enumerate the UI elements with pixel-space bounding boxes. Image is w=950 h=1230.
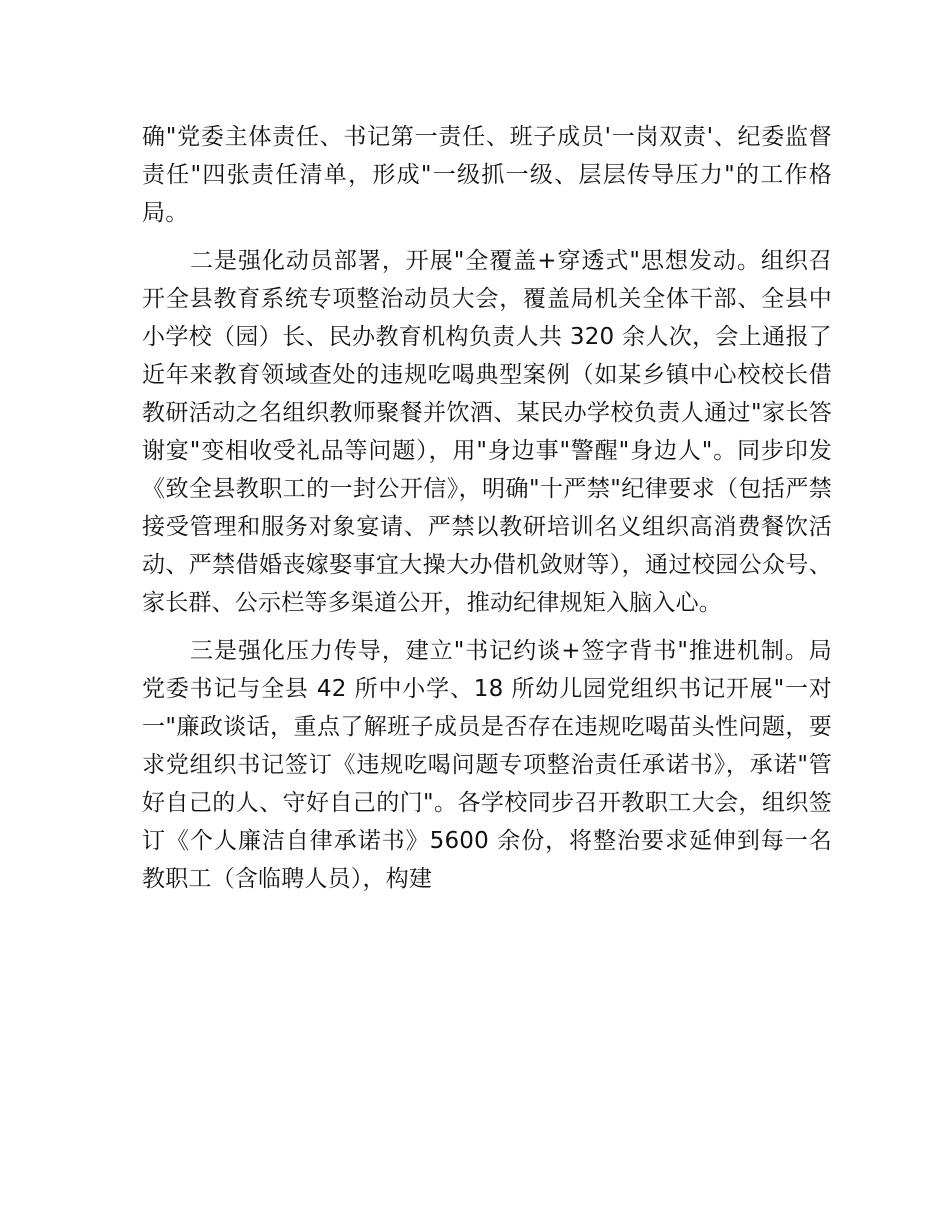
paragraph-continuation: 确"党委主体责任、书记第一责任、班子成员'一岗双责'、纪委监督责任"四张责任清单，形成"一级抓一级、层层传导压力"的工作格局。 <box>142 124 832 226</box>
paragraph-mobilization: 二是强化动员部署，开展"全覆盖+穿透式"思想发动。组织召开全县教育系统专项整治动员大会，覆盖局机关全体干部、全县中小学校（园）长、民办教育机构负责人共 320 余人次，会上通报了近年来教育领域查处的违规吃喝典型案例（如某乡镇中心校校长借教研活动之名组织教师聚餐并饮酒、某民办学校负责人通过"家长答谢宴"变相收受礼品等问题），用"身边事"警醒"身边人"。同步印发《致全县教职工的一封公开信》，明确"十严禁"纪律要求（包括严禁接受管理和服务对象宴请、严禁以教研培训名义组织高消费餐饮活动、严禁借婚丧嫁娶事宜大操大办借机敛财等），通过校园公众号、家长群、公示栏等多渠道公开，推动纪律规矩入脑入心。 <box>142 248 832 616</box>
document-body <box>142 118 832 908</box>
paragraph-pressure-transmission: 三是强化压力传导，建立"书记约谈+签字背书"推进机制。局党委书记与全县 42 所中小学、18 所幼儿园党组织书记开展"一对一"廉政谈话，重点了解班子成员是否存在违规吃喝苗头性问题，要求党组织书记签订《违规吃喝问题专项整治责任承诺书》，承诺"管好自己的人、守好自己的门"。各学校同步召开教职工大会，组织签订《个人廉洁自律承诺书》5600 余份，将整治要求延伸到每一名教职工（含临聘人员），构建 <box>142 638 832 892</box>
